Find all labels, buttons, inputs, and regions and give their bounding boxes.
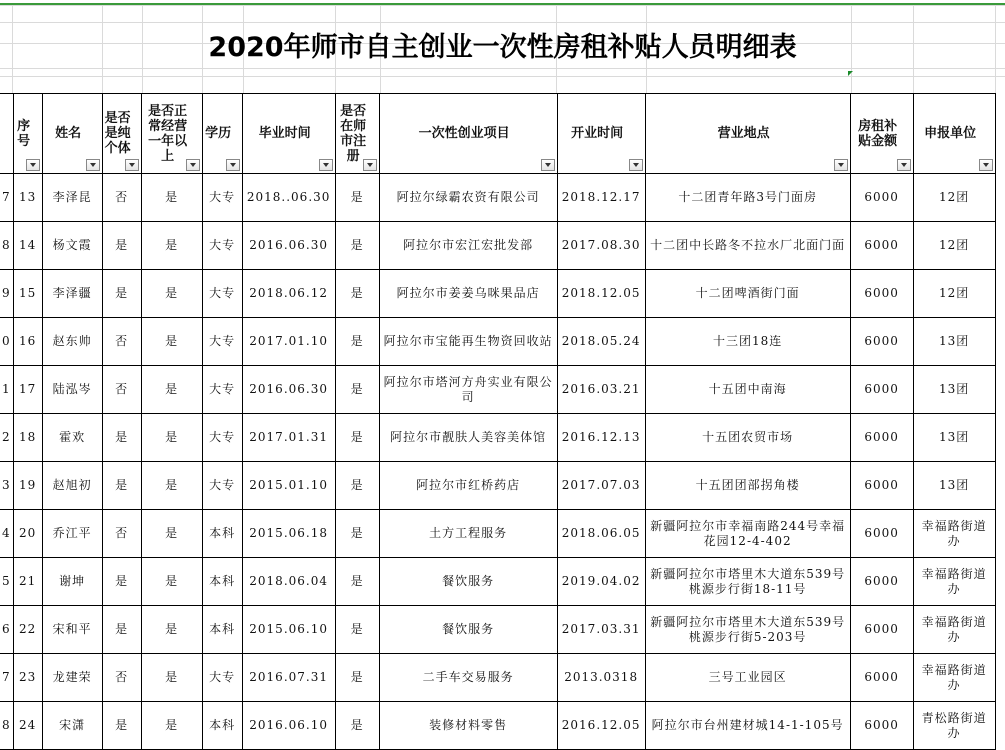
cell-grad[interactable]: 2015.06.10 — [242, 606, 335, 654]
cell-grad[interactable]: 2018.06.04 — [242, 558, 335, 606]
cell-amount[interactable]: 6000 — [850, 462, 913, 510]
row-number[interactable]: 5 — [0, 558, 13, 606]
cell-name[interactable]: 杨文霞 — [42, 222, 102, 270]
cell-amount[interactable]: 6000 — [850, 654, 913, 702]
filter-dropdown-icon[interactable] — [897, 159, 911, 171]
row-number[interactable]: 2 — [0, 414, 13, 462]
cell-grad[interactable]: 2018.06.12 — [242, 270, 335, 318]
cell-seq[interactable]: 19 — [13, 462, 42, 510]
cell-edu[interactable]: 本科 — [202, 510, 242, 558]
table-row — [0, 606, 995, 654]
cell-unit[interactable]: 13团 — [913, 414, 995, 462]
cell-open[interactable]: 2018.06.05 — [557, 510, 645, 558]
cell-normal[interactable]: 是 — [141, 270, 202, 318]
row-header-spacer — [0, 94, 13, 174]
cell-place[interactable]: 新疆阿拉尔市塔里木大道东539号桃源步行街18-11号 — [645, 558, 850, 606]
cell-name[interactable]: 赵东帅 — [42, 318, 102, 366]
cell-seq[interactable]: 15 — [13, 270, 42, 318]
cell-edu[interactable]: 本科 — [202, 558, 242, 606]
row-number[interactable]: 7 — [0, 654, 13, 702]
filter-dropdown-icon[interactable] — [979, 159, 993, 171]
cell-amount[interactable]: 6000 — [850, 318, 913, 366]
cell-pure[interactable]: 否 — [102, 654, 141, 702]
cell-name[interactable]: 陆泓岑 — [42, 366, 102, 414]
cell-name[interactable]: 宋潇 — [42, 702, 102, 750]
cell-amount[interactable]: 6000 — [850, 558, 913, 606]
cell-amount[interactable]: 6000 — [850, 366, 913, 414]
cell-normal[interactable]: 是 — [141, 174, 202, 222]
table-row — [0, 558, 995, 606]
filter-dropdown-icon[interactable] — [226, 159, 240, 171]
cell-seq[interactable]: 13 — [13, 174, 42, 222]
cell-amount[interactable]: 6000 — [850, 606, 913, 654]
table-row — [0, 366, 995, 414]
table-row — [0, 174, 995, 222]
cell-edu[interactable]: 大专 — [202, 414, 242, 462]
cell-unit[interactable]: 13团 — [913, 366, 995, 414]
cell-open[interactable]: 2016.12.13 — [557, 414, 645, 462]
filter-dropdown-icon[interactable] — [541, 159, 555, 171]
cell-seq[interactable]: 23 — [13, 654, 42, 702]
cell-reg[interactable]: 是 — [335, 270, 379, 318]
cell-pure[interactable]: 是 — [102, 222, 141, 270]
column-header-normal[interactable]: 是否正常经营一年以上 — [141, 94, 202, 174]
cell-open[interactable]: 2018.05.24 — [557, 318, 645, 366]
cell-project[interactable]: 二手车交易服务 — [379, 654, 557, 702]
cell-open[interactable]: 2017.08.30 — [557, 222, 645, 270]
column-header-reg[interactable]: 是否在师市注册 — [335, 94, 379, 174]
cell-seq[interactable]: 24 — [13, 702, 42, 750]
column-header-project[interactable]: 一次性创业项目 — [379, 94, 557, 174]
cell-amount[interactable]: 6000 — [850, 510, 913, 558]
cell-grad[interactable]: 2017.01.31 — [242, 414, 335, 462]
filter-dropdown-icon[interactable] — [186, 159, 200, 171]
cell-place[interactable]: 新疆阿拉尔市塔里木大道东539号桃源步行街5-203号 — [645, 606, 850, 654]
cell-amount[interactable]: 6000 — [850, 270, 913, 318]
cell-pure[interactable]: 否 — [102, 318, 141, 366]
cell-edu[interactable]: 大专 — [202, 270, 242, 318]
cell-open[interactable]: 2016.12.05 — [557, 702, 645, 750]
cell-grad[interactable]: 2017.01.10 — [242, 318, 335, 366]
cell-open[interactable]: 2013.0318 — [557, 654, 645, 702]
cell-reg[interactable]: 是 — [335, 510, 379, 558]
cell-grad[interactable]: 2015.06.18 — [242, 510, 335, 558]
table-row — [0, 654, 995, 702]
cell-seq[interactable]: 22 — [13, 606, 42, 654]
cell-open[interactable]: 2017.03.31 — [557, 606, 645, 654]
filter-dropdown-icon[interactable] — [834, 159, 848, 171]
cell-project[interactable]: 阿拉尔市宝能再生物资回收站 — [379, 318, 557, 366]
filter-dropdown-icon[interactable] — [125, 159, 139, 171]
row-number[interactable]: 9 — [0, 270, 13, 318]
cell-normal[interactable]: 是 — [141, 510, 202, 558]
cell-name[interactable]: 李泽昆 — [42, 174, 102, 222]
header-row — [0, 94, 995, 174]
cell-normal[interactable]: 是 — [141, 462, 202, 510]
column-header-seq[interactable]: 序号 — [13, 94, 42, 174]
cell-place[interactable]: 阿拉尔市台州建材城14-1-105号 — [645, 702, 850, 750]
filter-dropdown-icon[interactable] — [26, 159, 40, 171]
cell-reg[interactable]: 是 — [335, 366, 379, 414]
cell-grad[interactable]: 2016.06.10 — [242, 702, 335, 750]
cell-name[interactable]: 谢坤 — [42, 558, 102, 606]
cell-reg[interactable]: 是 — [335, 606, 379, 654]
cell-project[interactable]: 阿拉尔绿霸农资有限公司 — [379, 174, 557, 222]
cell-grad[interactable]: 2016.06.30 — [242, 222, 335, 270]
cell-pure[interactable]: 否 — [102, 174, 141, 222]
cell-pure[interactable]: 是 — [102, 702, 141, 750]
cell-unit[interactable]: 幸福路街道办 — [913, 606, 995, 654]
sheet-title[interactable]: 2020年师市自主创业一次性房租补贴人员明细表 — [208, 32, 797, 63]
column-header-edu[interactable]: 学历 — [202, 94, 242, 174]
cell-name[interactable]: 李泽疆 — [42, 270, 102, 318]
column-header-pure[interactable]: 是否是纯个体 — [102, 94, 141, 174]
cell-grad[interactable]: 2016.07.31 — [242, 654, 335, 702]
column-header-name[interactable]: 姓名 — [42, 94, 102, 174]
cell-reg[interactable]: 是 — [335, 318, 379, 366]
cell-open[interactable]: 2018.12.05 — [557, 270, 645, 318]
cell-normal[interactable]: 是 — [141, 318, 202, 366]
cell-pure[interactable]: 是 — [102, 414, 141, 462]
cell-edu[interactable]: 大专 — [202, 174, 242, 222]
cell-normal[interactable]: 是 — [141, 606, 202, 654]
cell-unit[interactable]: 幸福路街道办 — [913, 654, 995, 702]
row-number[interactable]: 6 — [0, 606, 13, 654]
table-row — [0, 414, 995, 462]
cell-unit[interactable]: 12团 — [913, 174, 995, 222]
cell-pure[interactable]: 否 — [102, 366, 141, 414]
cell-normal[interactable]: 是 — [141, 702, 202, 750]
cell-place[interactable]: 三号工业园区 — [645, 654, 850, 702]
cell-reg[interactable]: 是 — [335, 702, 379, 750]
row-number[interactable]: 0 — [0, 318, 13, 366]
cell-edu[interactable]: 大专 — [202, 222, 242, 270]
cell-open[interactable]: 2017.07.03 — [557, 462, 645, 510]
table-row — [0, 510, 995, 558]
cell-amount[interactable]: 6000 — [850, 174, 913, 222]
cell-project[interactable]: 阿拉尔市宏江宏批发部 — [379, 222, 557, 270]
row-number[interactable]: 8 — [0, 222, 13, 270]
cell-seq[interactable]: 20 — [13, 510, 42, 558]
cell-name[interactable]: 赵旭初 — [42, 462, 102, 510]
cell-edu[interactable]: 本科 — [202, 606, 242, 654]
cell-pure[interactable]: 是 — [102, 270, 141, 318]
cell-unit[interactable]: 13团 — [913, 462, 995, 510]
cell-place[interactable]: 十五团中南海 — [645, 366, 850, 414]
cell-normal[interactable]: 是 — [141, 366, 202, 414]
cell-unit[interactable]: 13团 — [913, 318, 995, 366]
cell-unit[interactable]: 青松路街道办 — [913, 702, 995, 750]
cell-grad[interactable]: 2015.01.10 — [242, 462, 335, 510]
cell-place[interactable]: 十二团啤酒街门面 — [645, 270, 850, 318]
cell-project[interactable]: 餐饮服务 — [379, 606, 557, 654]
cell-pure[interactable]: 是 — [102, 606, 141, 654]
cell-normal[interactable]: 是 — [141, 558, 202, 606]
cell-place[interactable]: 十二团青年路3号门面房 — [645, 174, 850, 222]
cell-open[interactable]: 2019.04.02 — [557, 558, 645, 606]
cell-reg[interactable]: 是 — [335, 174, 379, 222]
cell-reg[interactable]: 是 — [335, 558, 379, 606]
cell-open[interactable]: 2016.03.21 — [557, 366, 645, 414]
cell-amount[interactable]: 6000 — [850, 702, 913, 750]
cell-project[interactable]: 土方工程服务 — [379, 510, 557, 558]
data-table — [0, 93, 996, 750]
cell-open[interactable]: 2018.12.17 — [557, 174, 645, 222]
table-row — [0, 222, 995, 270]
filter-dropdown-icon[interactable] — [363, 159, 377, 171]
row-number[interactable]: 3 — [0, 462, 13, 510]
cell-seq[interactable]: 18 — [13, 414, 42, 462]
table-row — [0, 702, 995, 750]
cell-place[interactable]: 十五团团部拐角楼 — [645, 462, 850, 510]
cell-normal[interactable]: 是 — [141, 222, 202, 270]
cell-name[interactable]: 霍欢 — [42, 414, 102, 462]
row-number[interactable]: 8 — [0, 702, 13, 750]
column-header-amount[interactable]: 房租补贴金额 — [850, 94, 913, 174]
cell-name[interactable]: 龙建荣 — [42, 654, 102, 702]
table-row — [0, 318, 995, 366]
cell-unit[interactable]: 12团 — [913, 270, 995, 318]
comment-indicator — [848, 71, 853, 76]
cell-reg[interactable]: 是 — [335, 462, 379, 510]
cell-amount[interactable]: 6000 — [850, 414, 913, 462]
cell-edu[interactable]: 大专 — [202, 654, 242, 702]
gridline — [0, 76, 1005, 77]
cell-normal[interactable]: 是 — [141, 414, 202, 462]
cell-project[interactable]: 装修材料零售 — [379, 702, 557, 750]
cell-reg[interactable]: 是 — [335, 222, 379, 270]
cell-edu[interactable]: 大专 — [202, 366, 242, 414]
row-number[interactable]: 4 — [0, 510, 13, 558]
cell-normal[interactable]: 是 — [141, 654, 202, 702]
cell-place[interactable]: 十二团中长路冬不拉水厂北面门面 — [645, 222, 850, 270]
filter-dropdown-icon[interactable] — [629, 159, 643, 171]
cell-edu[interactable]: 大专 — [202, 318, 242, 366]
cell-name[interactable]: 宋和平 — [42, 606, 102, 654]
cell-edu[interactable]: 本科 — [202, 702, 242, 750]
cell-place[interactable]: 新疆阿拉尔市幸福南路244号幸福花园12-4-402 — [645, 510, 850, 558]
table-row — [0, 270, 995, 318]
cell-unit[interactable]: 12团 — [913, 222, 995, 270]
cell-place[interactable]: 十五团农贸市场 — [645, 414, 850, 462]
cell-place[interactable]: 十三团18连 — [645, 318, 850, 366]
cell-seq[interactable]: 17 — [13, 366, 42, 414]
row-number[interactable]: 7 — [0, 174, 13, 222]
cell-edu[interactable]: 大专 — [202, 462, 242, 510]
gridline — [0, 5, 1005, 6]
cell-name[interactable]: 乔江平 — [42, 510, 102, 558]
cell-pure[interactable]: 是 — [102, 558, 141, 606]
cell-project[interactable]: 阿拉尔市红桥药店 — [379, 462, 557, 510]
column-header-open[interactable]: 开业时间 — [557, 94, 645, 174]
cell-pure[interactable]: 是 — [102, 462, 141, 510]
cell-unit[interactable]: 幸福路街道办 — [913, 558, 995, 606]
cell-grad[interactable]: 2018..06.30 — [242, 174, 335, 222]
cell-unit[interactable]: 幸福路街道办 — [913, 510, 995, 558]
cell-reg[interactable]: 是 — [335, 414, 379, 462]
cell-pure[interactable]: 否 — [102, 510, 141, 558]
row-number[interactable]: 1 — [0, 366, 13, 414]
column-header-grad[interactable]: 毕业时间 — [242, 94, 335, 174]
filter-dropdown-icon[interactable] — [86, 159, 100, 171]
cell-amount[interactable]: 6000 — [850, 222, 913, 270]
cell-project[interactable]: 阿拉尔市靓肤人美容美体馆 — [379, 414, 557, 462]
cell-project[interactable]: 阿拉尔市姜姜乌咪果品店 — [379, 270, 557, 318]
cell-project[interactable]: 阿拉尔市塔河方舟实业有限公司 — [379, 366, 557, 414]
filter-dropdown-icon[interactable] — [319, 159, 333, 171]
cell-reg[interactable]: 是 — [335, 654, 379, 702]
cell-project[interactable]: 餐饮服务 — [379, 558, 557, 606]
cell-seq[interactable]: 21 — [13, 558, 42, 606]
cell-seq[interactable]: 16 — [13, 318, 42, 366]
column-header-unit[interactable]: 申报单位 — [913, 94, 995, 174]
cell-grad[interactable]: 2016.06.30 — [242, 366, 335, 414]
column-header-place[interactable]: 营业地点 — [645, 94, 850, 174]
cell-seq[interactable]: 14 — [13, 222, 42, 270]
table-row — [0, 462, 995, 510]
